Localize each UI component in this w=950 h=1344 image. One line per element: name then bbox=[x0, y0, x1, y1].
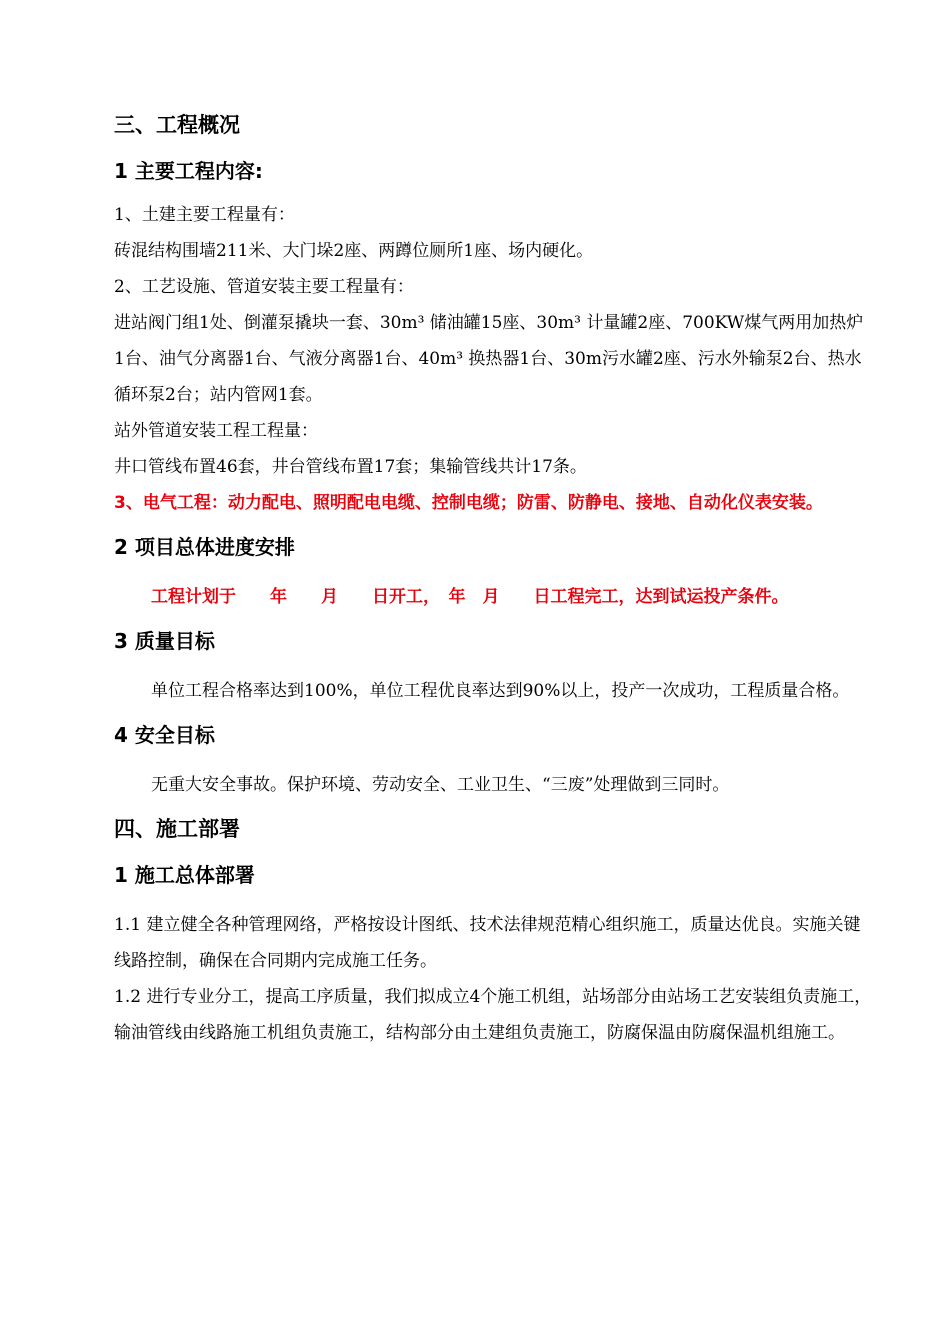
process-works-intro: 2、工艺设施、管道安装主要工程量有： bbox=[114, 277, 414, 297]
safety-text: 无重大安全事故。保护环境、劳动安全、工业卫生、“三废”处理做到三同时。 bbox=[151, 775, 730, 795]
offsite-pipeline-list: 井口管线布置46套，井台管线布置17套；集输管线共计17条。 bbox=[114, 457, 587, 477]
subsection-safety-heading: 4 安全目标 bbox=[114, 723, 215, 747]
subsection-deployment-heading: 1 施工总体部署 bbox=[114, 863, 255, 887]
schedule-text: 工程计划于 年 月 日开工， 年 月 日工程完工，达到试运投产条件。 bbox=[151, 587, 789, 607]
offsite-pipeline-intro: 站外管道安装工程工程量： bbox=[114, 421, 318, 441]
deployment-point-2: 1.2 进行专业分工，提高工序质量，我们拟成立4个施工机组，站场部分由站场工艺安装组负责施工，输油管线由线路施工机组负责施工，结构部分由土建组负责施工，防腐保温由防腐保温机组施工。 bbox=[114, 987, 872, 1043]
subsection-main-content-heading: 1 主要工程内容: bbox=[114, 159, 263, 183]
subsection-schedule-heading: 2 项目总体进度安排 bbox=[114, 535, 295, 559]
civil-works-intro: 1、土建主要工程量有： bbox=[114, 205, 295, 225]
civil-works-list: 砖混结构围墙211米、大门垛2座、两蹲位厕所1座、场内硬化。 bbox=[114, 241, 594, 261]
quality-text: 单位工程合格率达到100%，单位工程优良率达到90%以上，投产一次成功，工程质量合格。 bbox=[151, 681, 850, 701]
section-4-heading: 四、施工部署 bbox=[114, 817, 240, 841]
electrical-works: 3、电气工程：动力配电、照明配电电缆、控制电缆；防雷、防静电、接地、自动化仪表安装。 bbox=[114, 493, 823, 513]
section-3-heading: 三、工程概况 bbox=[114, 113, 240, 137]
document-content bbox=[114, 105, 874, 1051]
process-works-list: 进站阀门组1处、倒灌泵撬块一套、30m³ 储油罐15座、30m³ 计量罐2座、700KW煤气两用加热炉1台、油气分离器1台、气液分离器1台、40m³ 换热器1台、30m污水罐2座、污水外输泵2台、热水循环泵2台；站内管网1套。 bbox=[114, 313, 864, 405]
subsection-quality-heading: 3 质量目标 bbox=[114, 629, 215, 653]
deployment-point-1: 1.1 建立健全各种管理网络，严格按设计图纸、技术法律规范精心组织施工，质量达优良。实施关键线路控制，确保在合同期内完成施工任务。 bbox=[114, 915, 861, 971]
